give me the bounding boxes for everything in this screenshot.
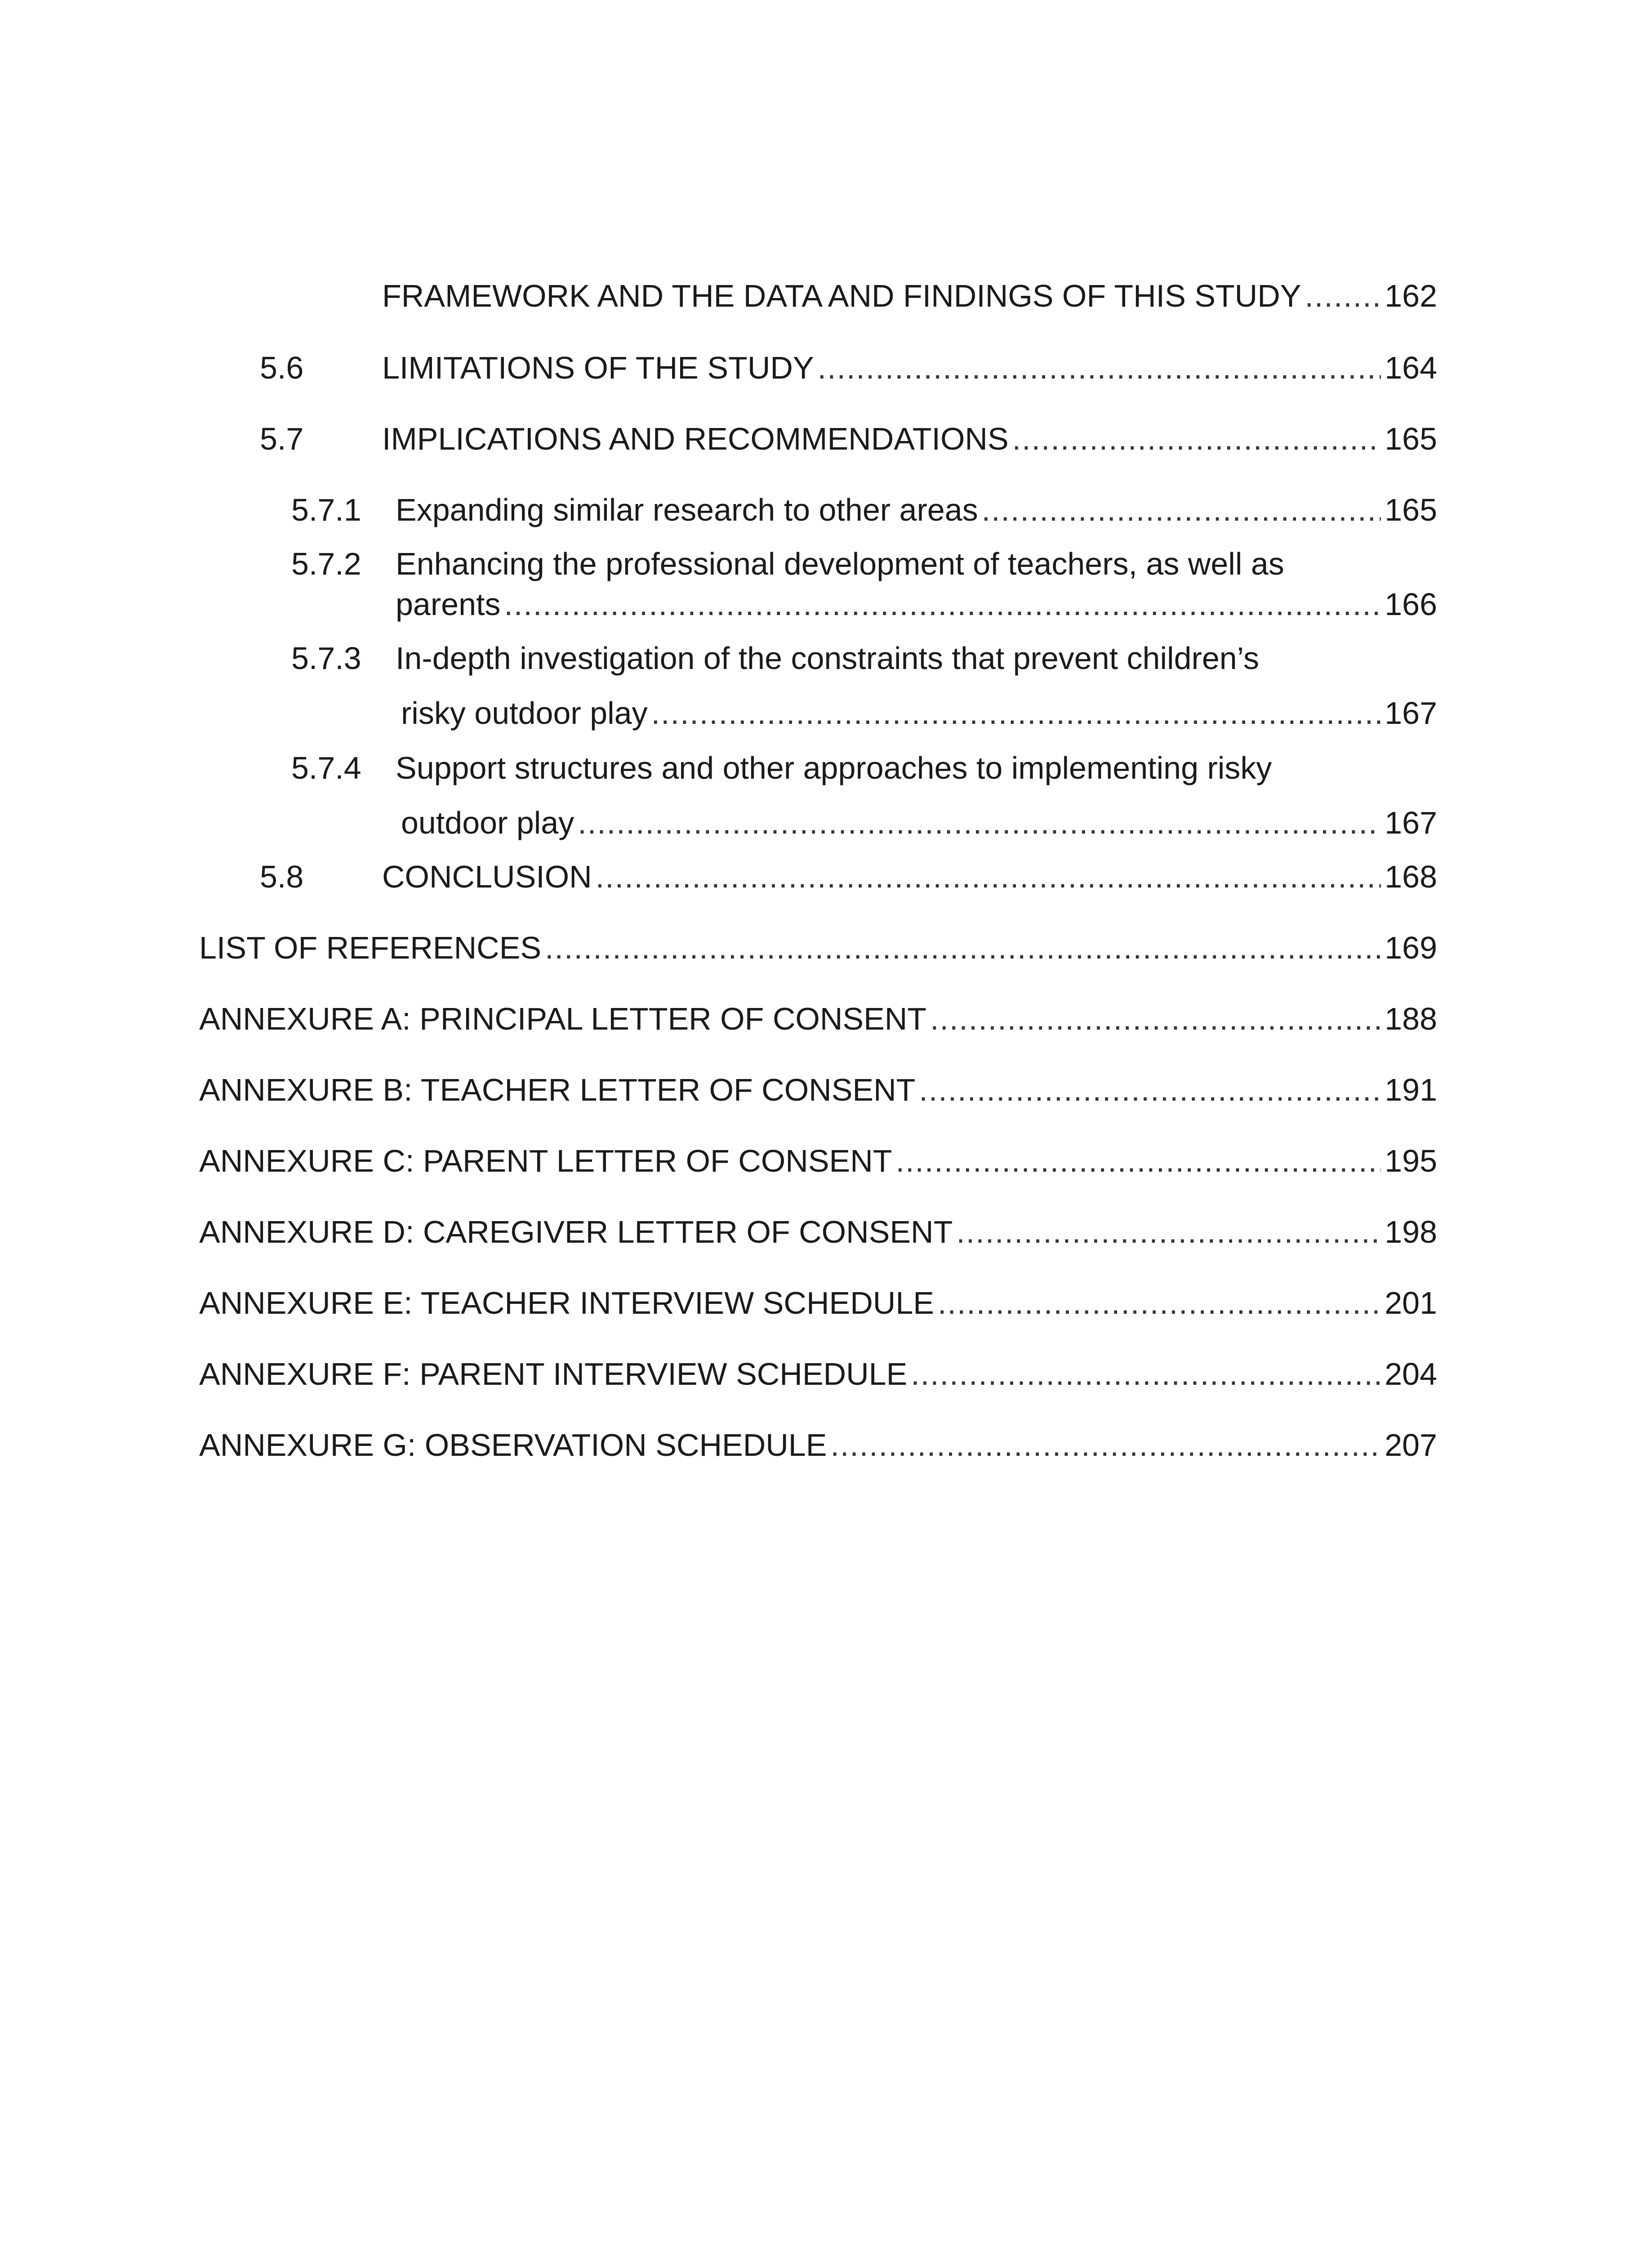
toc-entry-page: 169 <box>1385 930 1437 965</box>
toc-entry-number: 5.7.3 <box>291 641 361 676</box>
toc-entry-page: 201 <box>1385 1285 1437 1320</box>
toc-leader-dots <box>596 855 1381 898</box>
toc-leader-dots <box>1012 417 1381 460</box>
toc-entry-page: 165 <box>1385 492 1437 527</box>
toc-entry-5-7-2-line2[interactable] <box>396 583 1437 626</box>
toc-entry-title: Expanding similar research to other areas <box>396 492 978 527</box>
toc-leader-dots <box>1305 274 1381 317</box>
toc-leader-dots <box>956 1210 1381 1253</box>
toc-entry-page: 166 <box>1385 587 1437 622</box>
toc-leader-dots <box>578 801 1381 844</box>
toc-leader-dots <box>504 583 1381 626</box>
toc-entry-5-7-2-line1[interactable] <box>291 542 1284 585</box>
toc-entry-title: Support structures and other approaches to implementing risky <box>396 750 1272 785</box>
toc-entry-5-7[interactable] <box>260 417 1437 460</box>
toc-entry-title: ANNEXURE G: OBSERVATION SCHEDULE <box>199 1427 827 1463</box>
toc-entry-page: 167 <box>1385 696 1437 731</box>
toc-leader-dots <box>896 1139 1381 1182</box>
toc-entry-number: 5.7.2 <box>291 546 361 581</box>
toc-entry-page: 167 <box>1385 805 1437 840</box>
toc-entry-5-7-1[interactable] <box>291 488 1437 531</box>
toc-leader-dots <box>982 488 1381 531</box>
toc-entry-title: Enhancing the professional development of teachers, as well as <box>396 546 1284 581</box>
toc-entry-title-continued: risky outdoor play <box>401 696 648 731</box>
toc-entry-page: 168 <box>1385 859 1437 894</box>
toc-entry-number: 5.7.4 <box>291 750 361 785</box>
toc-entry-5-7-3-line1[interactable] <box>291 637 1259 680</box>
toc-leader-dots <box>818 346 1381 389</box>
toc-entry-page: 188 <box>1385 1001 1437 1036</box>
toc-entry-references[interactable] <box>199 926 1437 969</box>
toc-entry-page: 164 <box>1385 350 1437 385</box>
toc-leader-dots <box>930 997 1381 1040</box>
toc-entry-number: 5.8 <box>260 859 304 894</box>
toc-entry-5-5-continued[interactable] <box>382 274 1437 317</box>
toc-leader-dots <box>911 1352 1381 1396</box>
toc-entry-5-6[interactable] <box>260 346 1437 389</box>
toc-entry-5-7-4-line1[interactable] <box>291 746 1272 789</box>
toc-entry-page: 162 <box>1385 278 1437 313</box>
toc-entry-title: In-depth investigation of the constraints that prevent children’s <box>396 641 1259 676</box>
toc-entry-title: CONCLUSION <box>382 859 592 894</box>
toc-entry-annexure-c[interactable] <box>199 1139 1437 1182</box>
toc-entry-title: FRAMEWORK AND THE DATA AND FINDINGS OF THIS STUDY <box>382 278 1301 313</box>
toc-entry-page: 198 <box>1385 1214 1437 1249</box>
toc-leader-dots <box>938 1281 1381 1325</box>
toc-entry-page: 207 <box>1385 1427 1437 1463</box>
toc-entry-5-7-4-line2[interactable] <box>401 801 1437 844</box>
toc-entry-title-continued: outdoor play <box>401 805 574 840</box>
toc-entry-title: ANNEXURE C: PARENT LETTER OF CONSENT <box>199 1143 892 1178</box>
toc-entry-annexure-e[interactable] <box>199 1281 1437 1325</box>
toc-entry-page: 165 <box>1385 421 1437 456</box>
toc-leader-dots <box>830 1423 1381 1467</box>
toc-entry-page: 204 <box>1385 1356 1437 1392</box>
toc-entry-annexure-a[interactable] <box>199 997 1437 1040</box>
toc-leader-dots <box>919 1068 1381 1111</box>
toc-entry-annexure-b[interactable] <box>199 1068 1437 1111</box>
toc-entry-title: IMPLICATIONS AND RECOMMENDATIONS <box>382 421 1009 456</box>
toc-entry-title: ANNEXURE A: PRINCIPAL LETTER OF CONSENT <box>199 1001 927 1036</box>
toc-entry-title: ANNEXURE B: TEACHER LETTER OF CONSENT <box>199 1072 916 1107</box>
toc-entry-number: 5.7.1 <box>291 492 361 527</box>
toc-entry-number: 5.7 <box>260 421 304 456</box>
toc-entry-annexure-d[interactable] <box>199 1210 1437 1253</box>
toc-entry-page: 195 <box>1385 1143 1437 1178</box>
toc-entry-5-8[interactable] <box>260 855 1437 898</box>
toc-entry-page: 191 <box>1385 1072 1437 1107</box>
toc-entry-title: ANNEXURE E: TEACHER INTERVIEW SCHEDULE <box>199 1285 934 1320</box>
toc-entry-annexure-f[interactable] <box>199 1352 1437 1396</box>
toc-leader-dots <box>651 691 1381 735</box>
toc-entry-title: ANNEXURE F: PARENT INTERVIEW SCHEDULE <box>199 1356 908 1392</box>
toc-leader-dots <box>545 926 1381 969</box>
toc-entry-number: 5.6 <box>260 350 304 385</box>
toc-entry-title: ANNEXURE D: CAREGIVER LETTER OF CONSENT <box>199 1214 953 1249</box>
toc-entry-5-7-3-line2[interactable] <box>401 691 1437 735</box>
toc-entry-title-continued: parents <box>396 587 501 622</box>
toc-entry-title: LIST OF REFERENCES <box>199 930 542 965</box>
toc-entry-annexure-g[interactable] <box>199 1423 1437 1467</box>
toc-entry-title: LIMITATIONS OF THE STUDY <box>382 350 814 385</box>
